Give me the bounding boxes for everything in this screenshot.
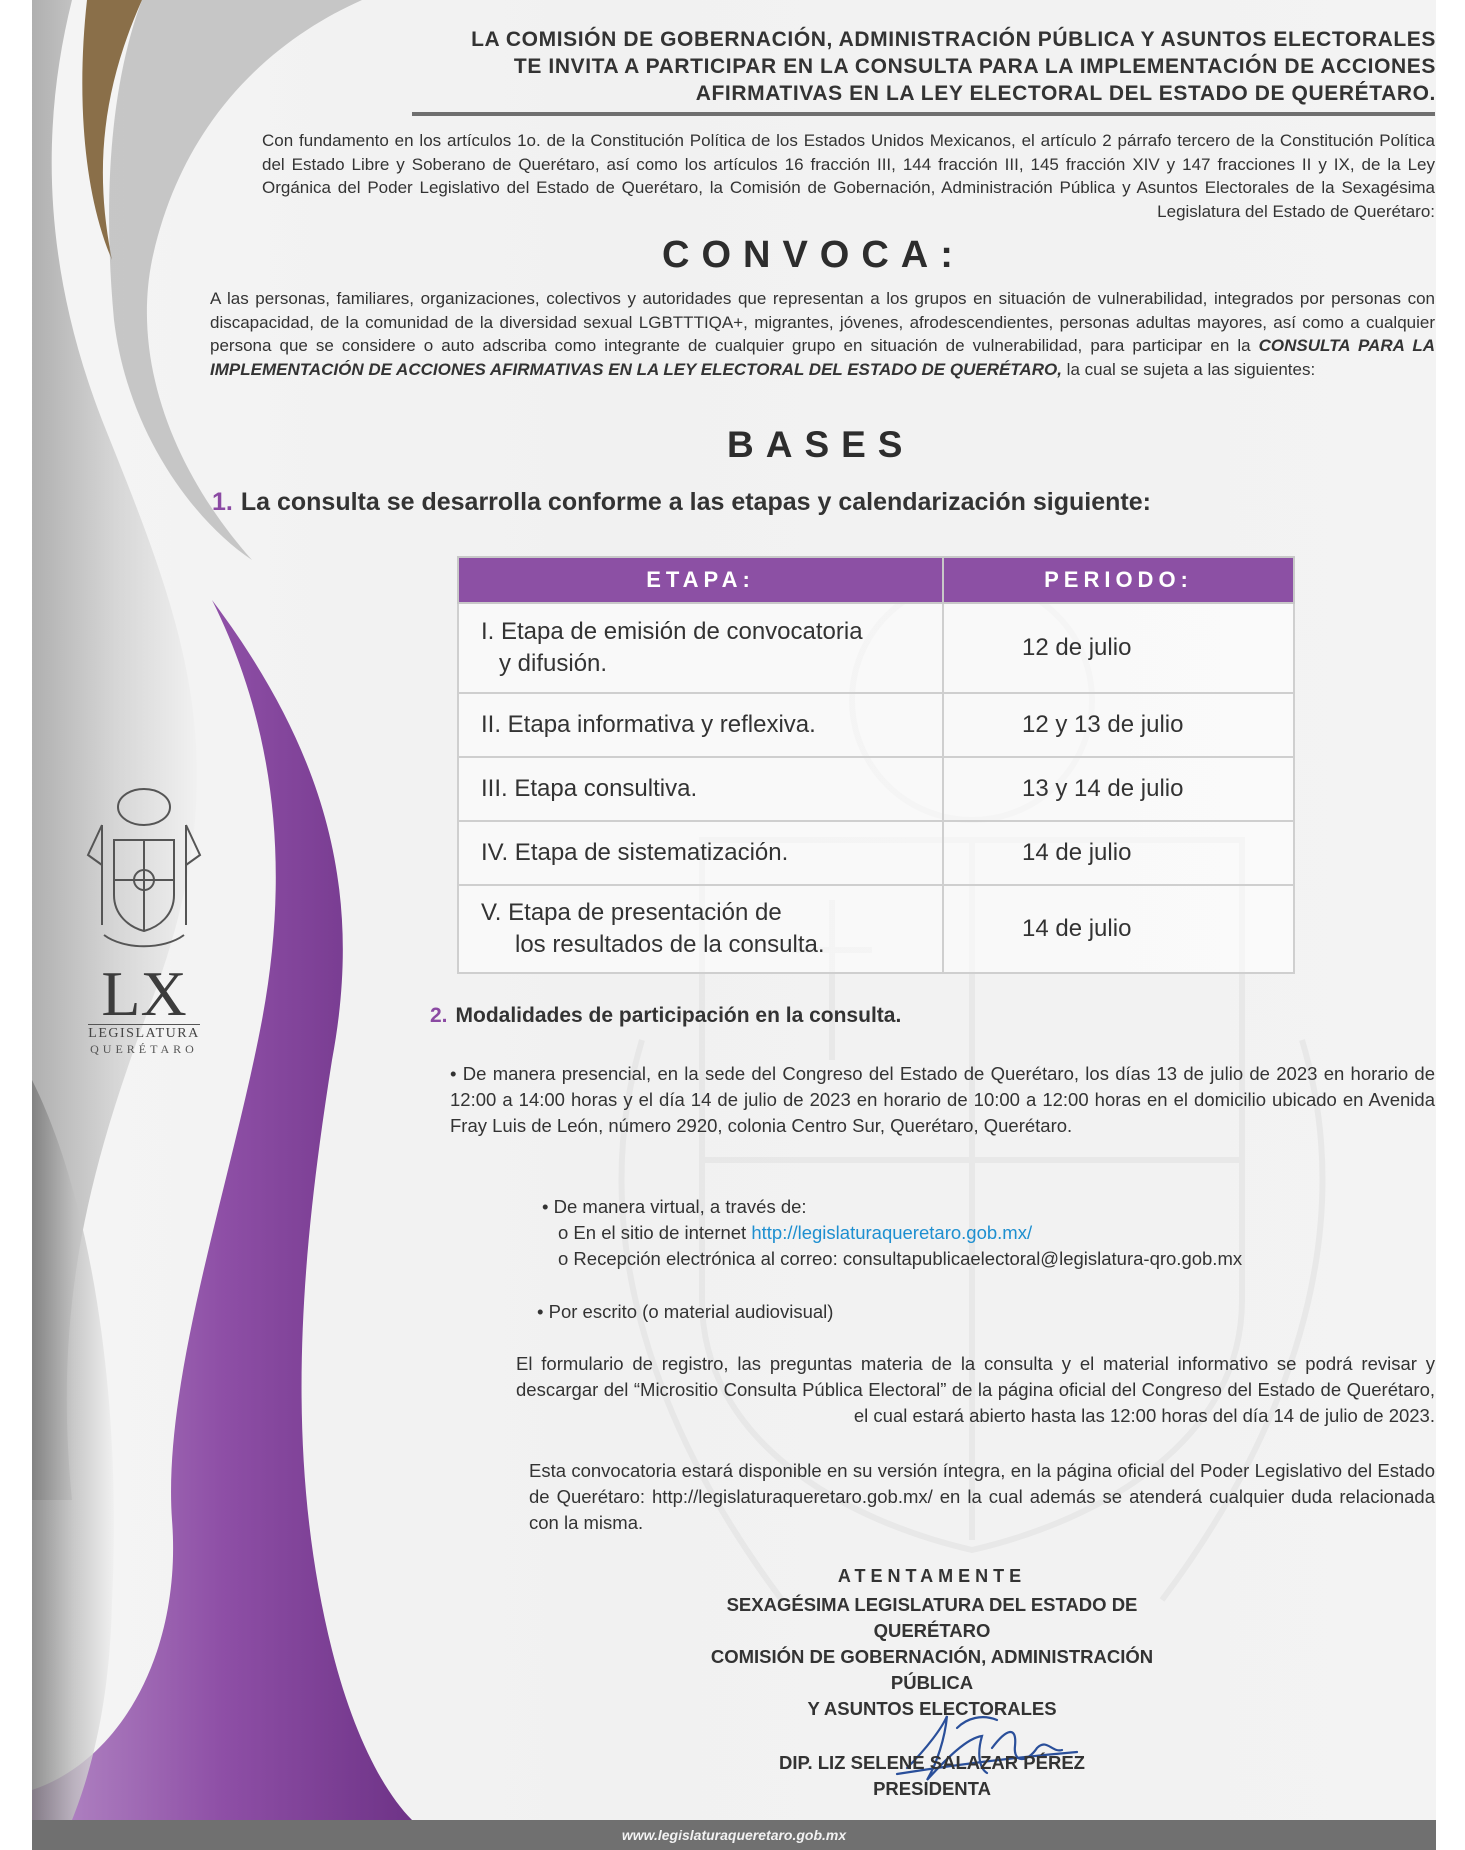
formulario-paragraph: El formulario de registro, las preguntas materia de la consulta y el material informativo se podrá revisar y descargar del “Micrositio Consulta Pública Electoral” de la página oficial del Congreso del Estado de Querétaro, el cual estará abierto hasta las 12:00 horas del día 14 de julio de 2023. [516, 1353, 1435, 1426]
modality-virtual [542, 1194, 1422, 1272]
convoca-paragraph [210, 287, 1435, 381]
stage-cell [458, 603, 943, 693]
modality-escrito: • Por escrito (o material audiovisual) [537, 1301, 834, 1322]
modality-virtual-label: • De manera virtual, a través de: [542, 1196, 807, 1217]
coat-of-arms-icon [84, 785, 204, 955]
virtual-web-label: o En el sitio de internet [558, 1222, 752, 1243]
bases-title: BASES [727, 424, 915, 465]
table-row [458, 885, 1294, 973]
header-line: AFIRMATIVAS EN LA LEY ELECTORAL DEL ESTADO DE QUERÉTARO. [695, 82, 1436, 105]
base-item-1 [212, 488, 1151, 517]
stages-table [457, 556, 1295, 974]
table-row [458, 757, 1294, 821]
base-item-number: 2. [430, 1004, 448, 1027]
table-row [458, 693, 1294, 757]
column-header-period: PERIODO: [943, 557, 1294, 603]
website-link[interactable]: http://legislaturaqueretaro.gob.mx/ [751, 1222, 1033, 1243]
stage-cell [458, 885, 943, 973]
convoca-title: CONVOCA: [662, 234, 965, 276]
footer-website[interactable]: www.legislaturaqueretaro.gob.mx [32, 1820, 1436, 1850]
period-cell: 12 de julio [943, 603, 1294, 693]
virtual-web-line [542, 1220, 1422, 1246]
table-header-row [458, 557, 1294, 603]
logo-lx: LX [101, 958, 187, 1029]
stage-line: y difusión. [499, 650, 608, 677]
signer-name: DIP. LIZ SELENE SALAZAR PÉREZ [779, 1752, 1085, 1773]
org-line: Y ASUNTOS ELECTORALES [807, 1698, 1057, 1719]
column-header-stage: ETAPA: [458, 557, 943, 603]
base-item-2 [430, 1004, 901, 1028]
period-cell: 14 de julio [943, 885, 1294, 973]
base-item-text: La consulta se desarrolla conforme a las etapas y calendarización siguiente: [240, 488, 1151, 516]
signing-organization [672, 1592, 1192, 1722]
logo-queretaro: QUERÉTARO [90, 1042, 198, 1056]
convoca-text-before: A las personas, familiares, organizaciones, colectivos y autoridades que representan a los grupos en situación de vulnerabilidad, integrados por personas con discapacidad, de la comunidad de la diversidad sexual LGBTTTIQA+, migrantes, jóvenes, afrodescendientes, personas adultas mayores, así como a cualquier persona que se considere o auto adscriba como integrante de cualquier grupo en situación de vulnerabilidad, para participar en la [210, 289, 1435, 355]
logo-legislatura: LEGISLATURA [88, 1026, 200, 1041]
header-divider [412, 112, 1435, 116]
intro-paragraph: Con fundamento en los artículos 1o. de la Constitución Política de los Estados Unidos Mexicanos, el artículo 2 párrafo tercero de la Constitución Política del Estado Libre y Soberano de Querétaro, así como los artículos 16 fracción III, 144 fracción III, 145 fracción XIV y 147 fracciones II y IX, de la Ley Orgánica del Poder Legislativo del Estado de Querétaro, la Comisión de Gobernación, Administración Pública y Asuntos Electorales de la Sexagésima Legislatura del Estado de Querétaro: [262, 131, 1435, 221]
table-row [458, 603, 1294, 693]
stage-line: I. Etapa de emisión de convocatoria [481, 618, 863, 645]
document-page [32, 0, 1436, 1850]
header-line: LA COMISIÓN DE GOBERNACIÓN, ADMINISTRACIÓN PÚBLICA Y ASUNTOS ELECTORALES [471, 28, 1436, 51]
stage-cell: II. Etapa informativa y reflexiva. [458, 693, 943, 757]
base-item-number: 1. [212, 488, 233, 516]
convoca-text-after: la cual se sujeta a las siguientes: [1061, 359, 1316, 379]
stage-line: V. Etapa de presentación de [481, 899, 782, 926]
atentamente-label: ATENTAMENTE [837, 1566, 1027, 1586]
modality-presencial: • De manera presencial, en la sede del Congreso del Estado de Querétaro, los días 13 de julio de 2023 en horario de 12:00 a 14:00 horas y el día 14 de julio de 2023 en horario de 10:00 a 12:00 horas en el domicilio ubicado en Avenida Fray Luis de León, número 2920, colonia Centro Sur, Querétaro, Querétaro. [450, 1063, 1435, 1136]
org-line: COMISIÓN DE GOBERNACIÓN, ADMINISTRACIÓN PÚBLICA [710, 1646, 1154, 1693]
header-title [332, 26, 1436, 107]
period-cell: 12 y 13 de julio [943, 693, 1294, 757]
disponible-paragraph: Esta convocatoria estará disponible en su versión íntegra, en la página oficial del Poder Legislativo del Estado de Querétaro: http://legislaturaqueretaro.gob.mx/ en la cual además se atenderá cualquier duda relacionada con la misma. [529, 1460, 1435, 1533]
period-cell: 14 de julio [943, 821, 1294, 885]
period-cell: 13 y 14 de julio [943, 757, 1294, 821]
signer-block [672, 1750, 1192, 1802]
stage-line: los resultados de la consulta. [515, 931, 825, 958]
stage-cell: IV. Etapa de sistematización. [458, 821, 943, 885]
org-line: SEXAGÉSIMA LEGISLATURA DEL ESTADO DE QUERÉTARO [726, 1594, 1138, 1641]
stage-cell: III. Etapa consultiva. [458, 757, 943, 821]
legislatura-logo [54, 785, 234, 1057]
signer-role: PRESIDENTA [873, 1778, 991, 1799]
table-row [458, 821, 1294, 885]
virtual-email-line: o Recepción electrónica al correo: consultapublicaelectoral@legislatura-qro.gob.mx [558, 1248, 1243, 1269]
convoca-text-highlight: CONSULTA PARA LA IMPLEMENTACIÓN DE ACCIONES AFIRMATIVAS EN LA LEY ELECTORAL DEL ESTADO DE QUERÉTARO, [210, 336, 1435, 379]
header-line: TE INVITA A PARTICIPAR EN LA CONSULTA PARA LA IMPLEMENTACIÓN DE ACCIONES [513, 55, 1436, 78]
base-item-text: Modalidades de participación en la consulta. [455, 1004, 902, 1027]
